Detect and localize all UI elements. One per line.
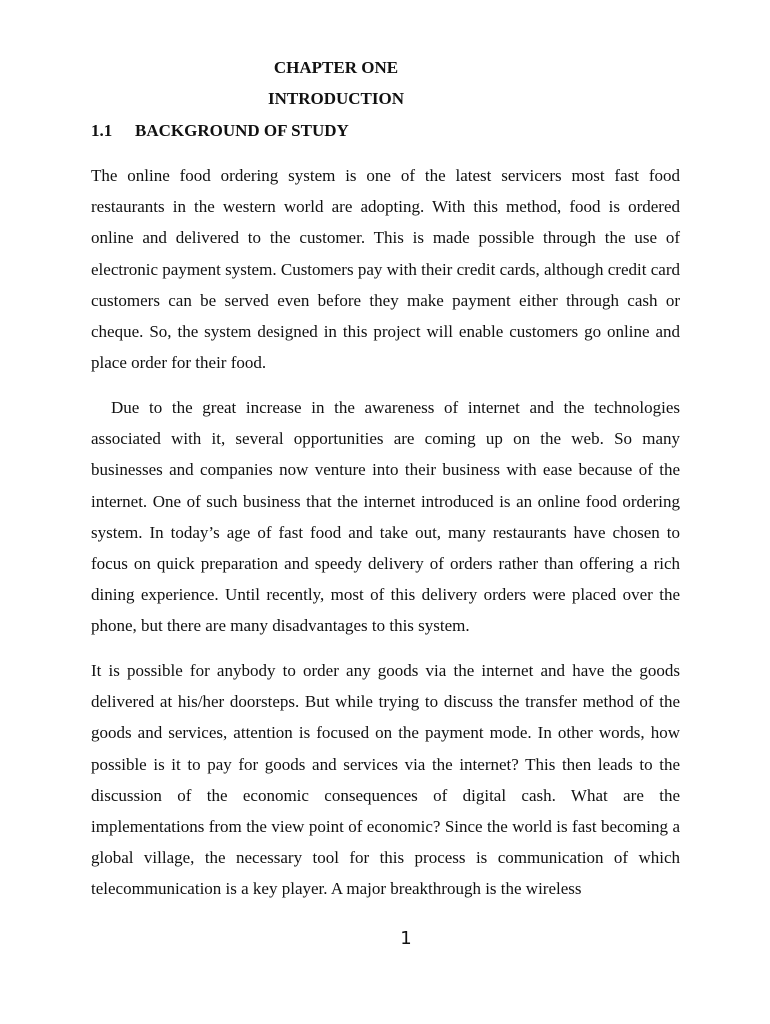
subsection-heading: [91, 121, 349, 141]
section-title: INTRODUCTION: [267, 89, 405, 108]
paragraph-3: It is possible for anybody to order any goods via the internet and have the goods delivered at his/her doorsteps. But while trying to discuss the transfer method of the goods and services, attention is focused on the payment mode. In other words, how possible is it to pay for goods and services via the internet? This then leads to the discussion of the economic consequences of digital cash. What are the implementations from the view point of economic? Since the world is fast becoming a global village, the necessary tool for this process is communication of which telecommunication is a key player. A major breakthrough is the wireless: [91, 661, 680, 899]
paragraph-1: The online food ordering system is one of the latest servicers most fast food restaurants in the western world are adopting. With this method, food is ordered online and delivered to the customer. This is made possible through the use of electronic payment system. Customers pay with their credit cards, although credit card customers can be served even before they make payment either through cash or cheque. So, the system designed in this project will enable customers go online and place order for their food.: [91, 166, 680, 373]
paragraph-2: Due to the great increase in the awareness of internet and the technologies associated with it, several opportunities are coming up on the web. So many businesses and companies now venture into their business with ease because of the internet. One of such business that the internet introduced is an online food ordering system. In today’s age of fast food and take out, many restaurants have chosen to focus on quick preparation and speedy delivery of orders rather than offering a rich dining experience. Until recently, most of this delivery orders were placed over the phone, but there are many disadvantages to this system.: [91, 398, 680, 636]
subsection-title: BACKGROUND OF STUDY: [135, 121, 349, 140]
chapter-title: CHAPTER ONE: [273, 58, 399, 77]
page-number: 1: [400, 928, 412, 949]
subsection-number: 1.1: [91, 121, 113, 140]
